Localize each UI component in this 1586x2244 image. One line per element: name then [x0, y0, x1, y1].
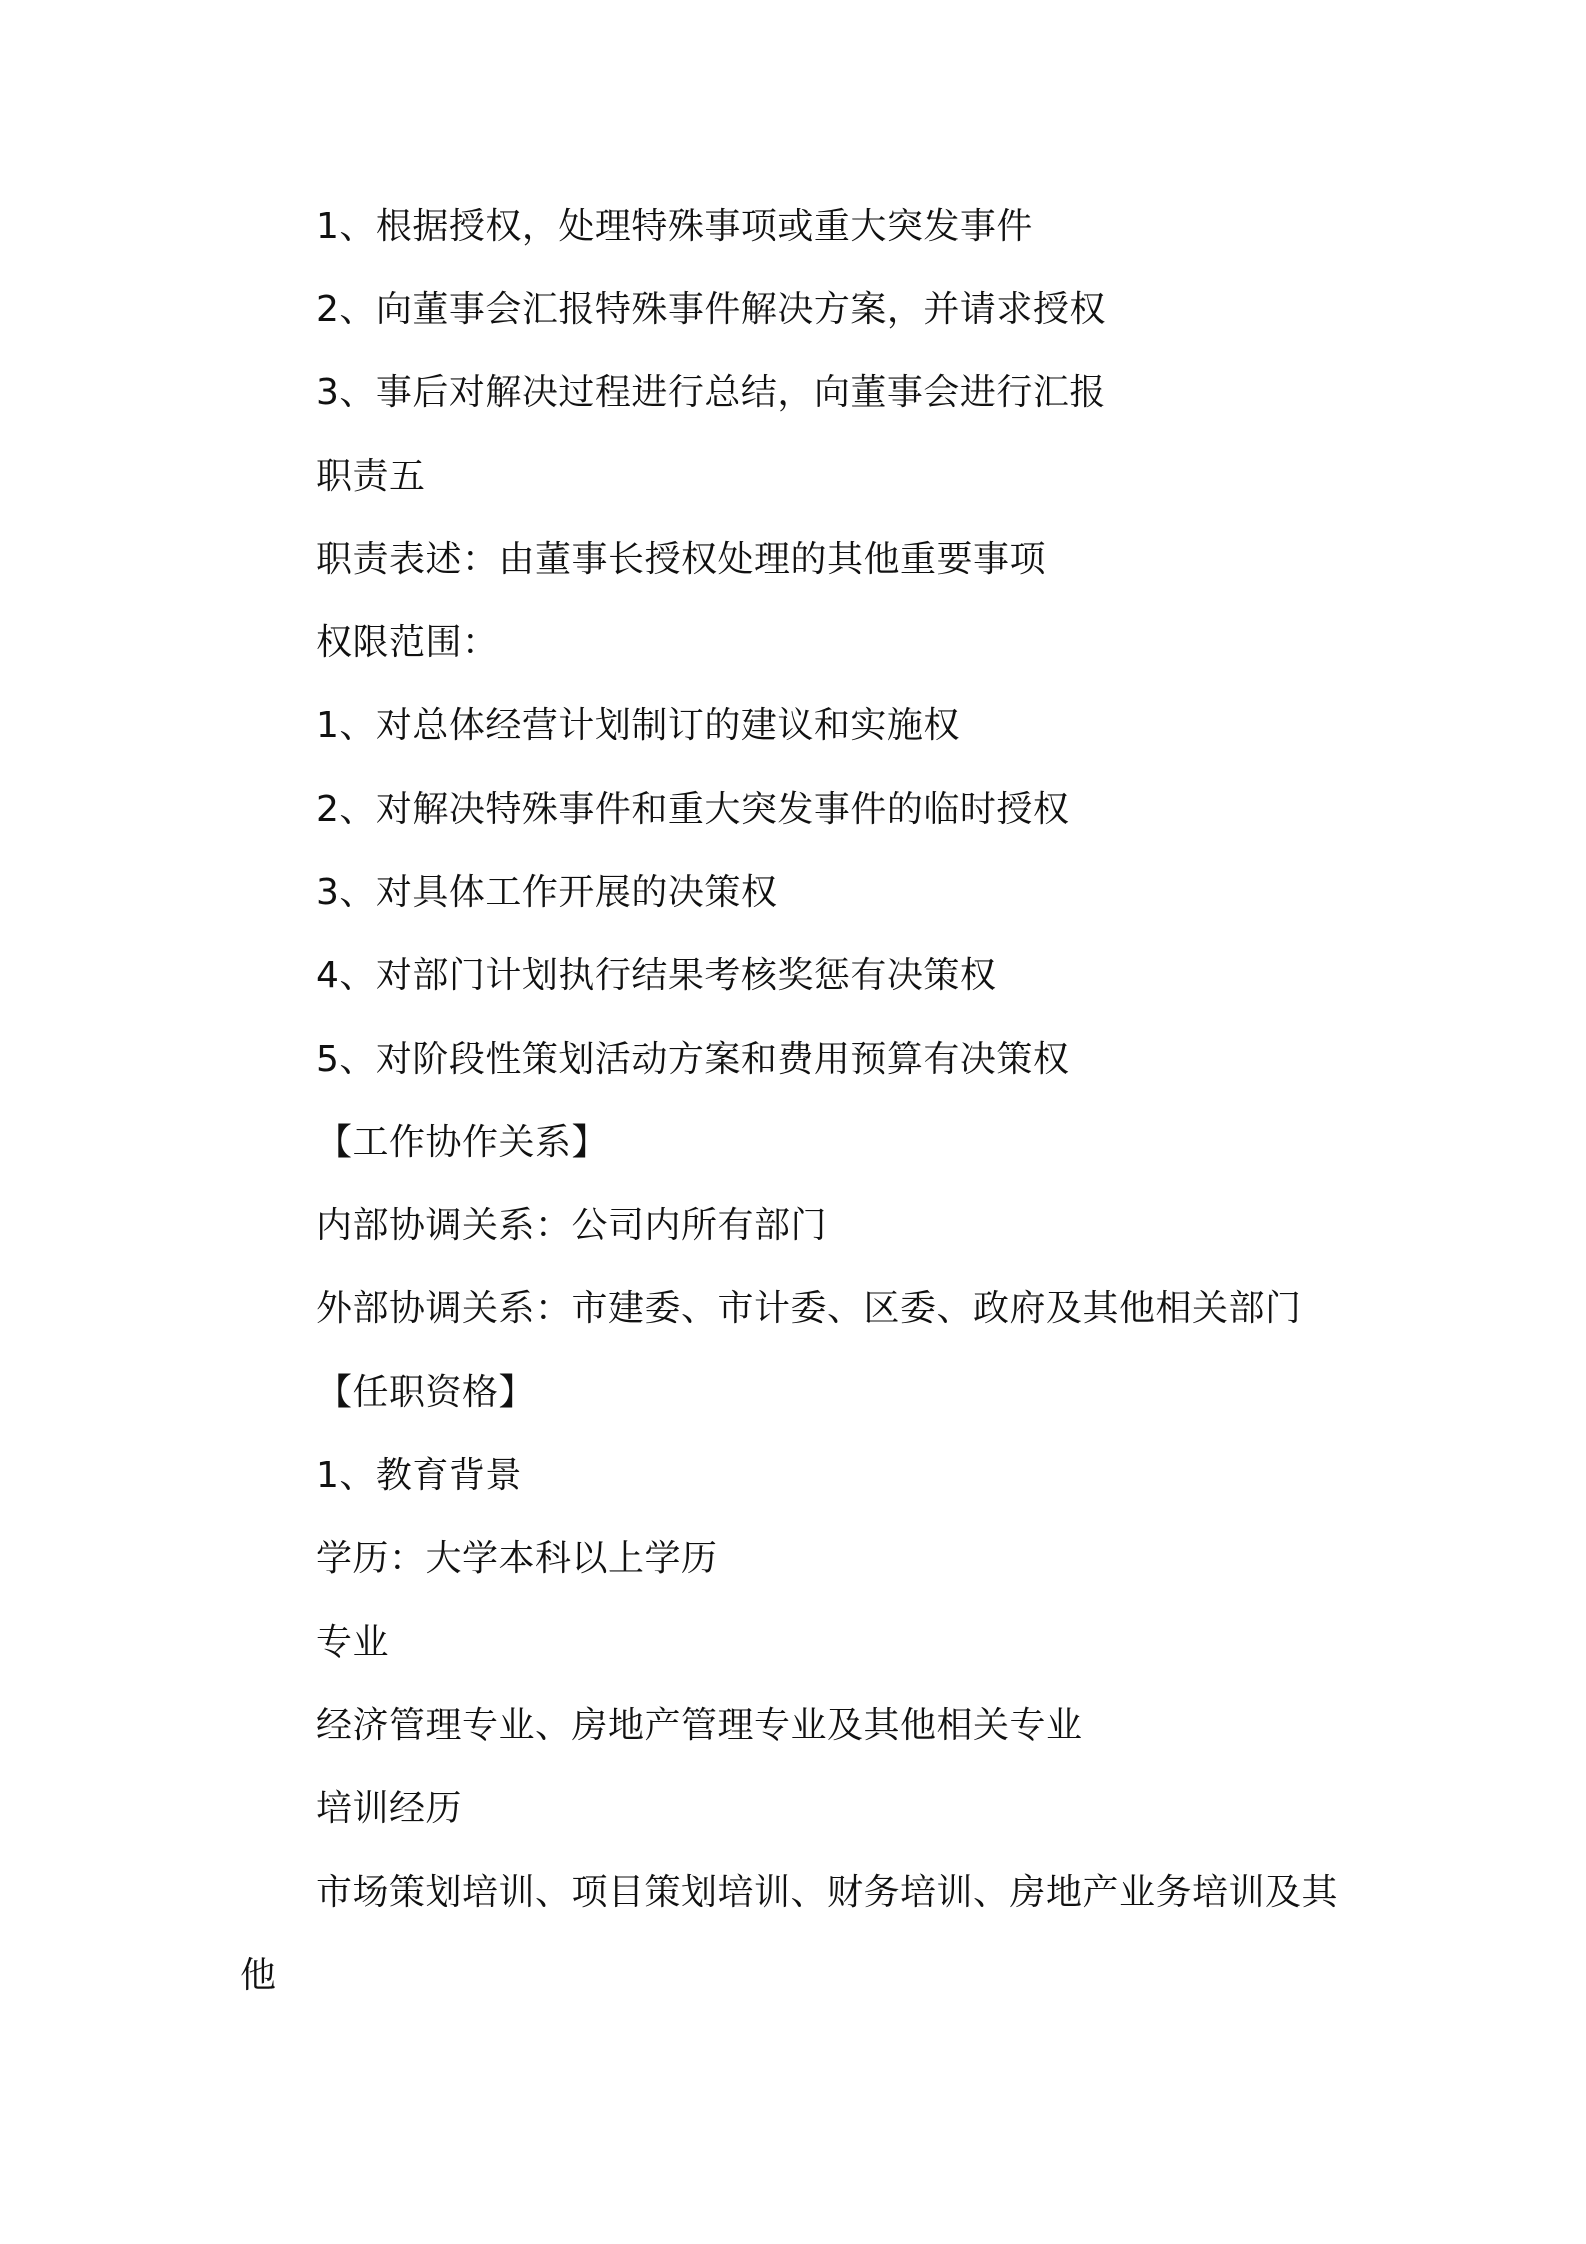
text-line: 专业 [316, 1622, 390, 1663]
text-line: 内部协调关系：公司内所有部门 [316, 1205, 828, 1246]
text-line: 1、根据授权，处理特殊事项或重大突发事件 [316, 206, 1033, 247]
text-line: 学历：大学本科以上学历 [316, 1538, 718, 1579]
text-line: 市场策划培训、项目策划培训、财务培训、房地产业务培训及其 [316, 1872, 1339, 1913]
text-line: 权限范围： [316, 622, 499, 663]
list-item: 4、对部门计划执行结果考核奖惩有决策权 [316, 955, 997, 996]
section-heading: 【工作协作关系】 [316, 1122, 609, 1163]
list-item: 5、对阶段性策划活动方案和费用预算有决策权 [316, 1039, 1070, 1080]
section-heading: 职责五 [316, 456, 426, 497]
text-line: 经济管理专业、房地产管理专业及其他相关专业 [316, 1705, 1083, 1746]
list-item: 1、对总体经营计划制订的建议和实施权 [316, 705, 960, 746]
text-line: 3、事后对解决过程进行总结，向董事会进行汇报 [316, 372, 1106, 413]
text-line: 培训经历 [316, 1788, 463, 1829]
list-item: 2、对解决特殊事件和重大突发事件的临时授权 [316, 789, 1070, 830]
list-item: 3、对具体工作开展的决策权 [316, 872, 778, 913]
text-line: 外部协调关系：市建委、市计委、区委、政府及其他相关部门 [316, 1288, 1302, 1329]
text-line: 1、教育背景 [316, 1455, 522, 1496]
text-line: 职责表述：由董事长授权处理的其他重要事项 [316, 539, 1047, 580]
text-line: 2、向董事会汇报特殊事件解决方案，并请求授权 [316, 289, 1106, 330]
section-heading: 【任职资格】 [316, 1372, 536, 1413]
text-line-continuation: 他 [240, 1955, 277, 1996]
